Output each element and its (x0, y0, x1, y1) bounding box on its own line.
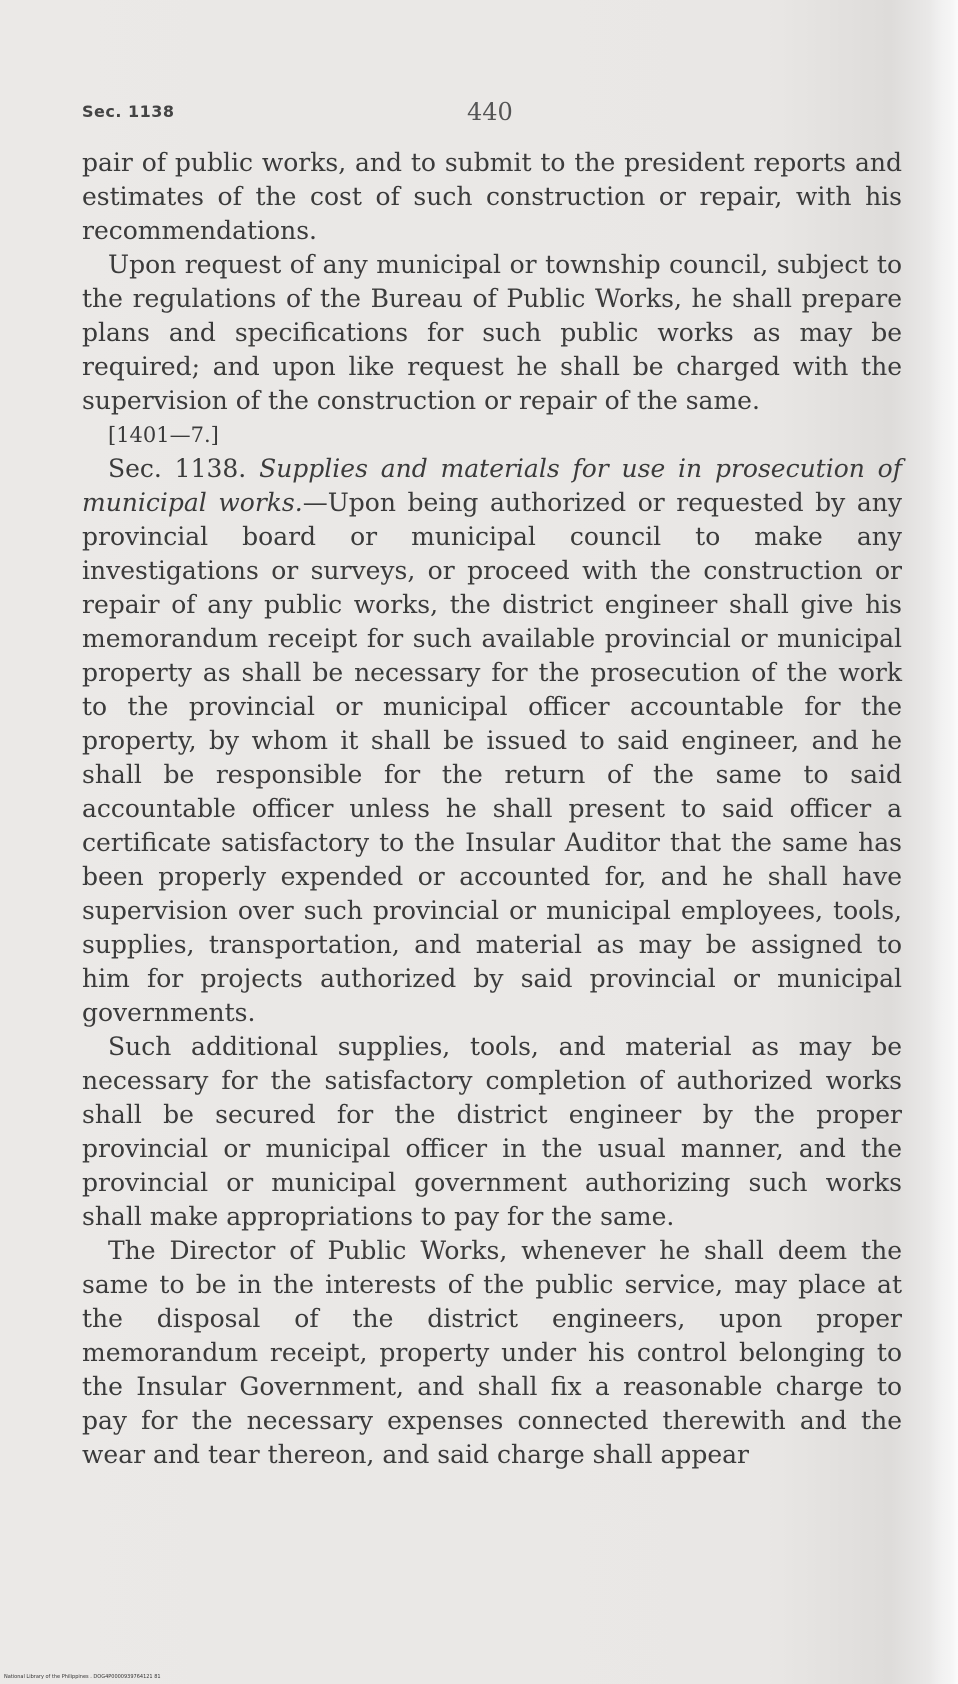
citation: [1401—7.] (108, 423, 219, 447)
scan-footer: National Library of the Philippines . DOG4P0000939764121 81 (4, 1674, 161, 1680)
section-body: —Upon being authorized or requested by any provincial board or municipal council to make any investigations or surveys, or proceed with the construction or repair of any public works, the district engineer shall give his memorandum receipt for such available provincial or municipal property as shall be necessary for the prosecution of the work to the provincial or municipal officer accountable for the property, by whom it shall be issued to said engineer, and he shall be responsible for the return of the same to said accountable officer unless he shall present to said officer a certificate satisfactory to the Insular Auditor that the same has been properly expended or accounted for, and he shall have supervision over such provincial or municipal employees, tools, supplies, transportation, and material as may be assigned to him for projects authorized by said provincial or municipal governments. (82, 488, 902, 1027)
section-1138-paragraph (82, 452, 902, 1030)
page-edge-shadow (930, 0, 958, 1684)
paragraph-additional-supplies: Such additional supplies, tools, and material as may be necessary for the satisfactory completion of authorized works shall be secured for the district engineer by the proper provincial or municipal officer in the usual manner, and the provincial or municipal government authorizing such works shall make appropriations to pay for the same. (82, 1032, 902, 1231)
page-number: 440 (467, 98, 513, 126)
section-label: Sec. 1138. (108, 454, 260, 483)
page-header (82, 98, 902, 128)
body-text (82, 146, 902, 1472)
section-heading: Supplies and materials for use in prosecution of municipal works. (82, 454, 902, 517)
paragraph-continuation: pair of public works, and to submit to the president reports and estimates of the cost of such construction or repair, with his recommendations. (82, 148, 902, 245)
paragraph-township-council: Upon request of any municipal or township council, subject to the regulations of the Bureau of Public Works, he shall prepare plans and specifications for such public works as may be required; and upon like request he shall be charged with the supervision of the construction or repair of the same. (82, 250, 902, 415)
paragraph-director-public-works: The Director of Public Works, whenever he shall deem the same to be in the interests of the public service, may place at the disposal of the district engineers, upon proper memorandum receipt, property under his control belonging to the Insular Government, and shall fix a reasonable charge to pay for the necessary expenses connected therewith and the wear and tear thereon, and said charge shall appear (82, 1236, 902, 1469)
section-reference: Sec. 1138 (82, 102, 175, 121)
